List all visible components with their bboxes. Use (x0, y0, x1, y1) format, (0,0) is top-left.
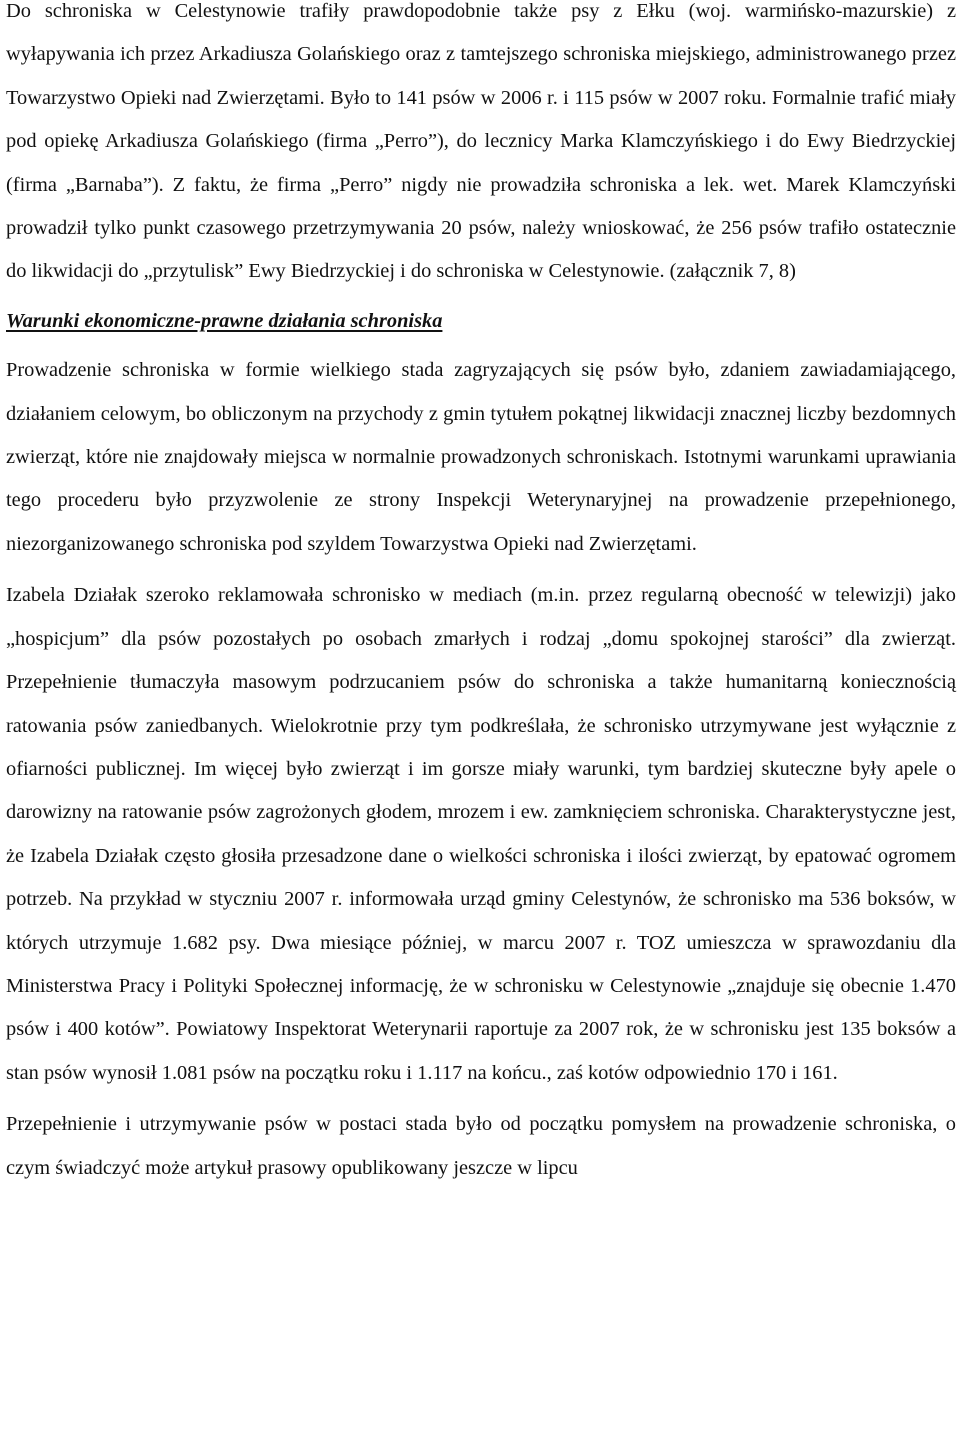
paragraph-economic-conditions: Prowadzenie schroniska w formie wielkiego stada zagryzających się psów było, zdaniem zawiadamiającego, działaniem celowym, bo obliczonym na przychody z gmin tytułem pokątnej likwidacji znacznej liczby bezdomnych zwierząt, które nie znajdowały miejsca w normalnie prowadzonych schroniskach. Istotnymi warunkami uprawiania tego procederu było przyzwolenie ze strony Inspekcji Weterynaryjnej na prowadzenie przepełnionego, niezorganizowanego schroniska pod szyldem Towarzystwa Opieki nad Zwierzętami. (6, 359, 956, 555)
paragraph-overcrowding: Przepełnienie i utrzymywanie psów w postaci stada było od początku pomysłem na prowadzenie schroniska, o czym świadczyć może artykuł prasowy opublikowany jeszcze w lipcu (6, 1113, 956, 1179)
paragraph-dogs-from-elk: Do schroniska w Celestynowie trafiły prawdopodobnie także psy z Ełku (woj. warmińsko-mazurskie) z wyłapywania ich przez Arkadiusza Golańskiego oraz z tamtejszego schroniska miejskiego, administrowanego przez Towarzystwo Opieki nad Zwierzętami. Było to 141 psów w 2006 r. i 115 psów w 2007 roku. Formalnie trafić miały pod opiekę Arkadiusza Golańskiego (firma „Perro”), do lecznicy Marka Klamczyńskiego i do Ewy Biedrzyckiej (firma „Barnaba”). Z faktu, że firma „Perro” nigdy nie prowadziła schroniska a lek. wet. Marek Klamczyński prowadził tylko punkt czasowego przetrzymywania 20 psów, należy wnioskować, że 256 psów trafiło ostatecznie do likwidacji do „przytulisk” Ewy Biedrzyckiej i do schroniska w Celestynowie. (załącznik 7, 8) (6, 0, 956, 283)
paragraph-media-advertising: Izabela Działak szeroko reklamowała schronisko w mediach (m.in. przez regularną obecność w telewizji) jako „hospicjum” dla psów pozostałych po osobach zmarłych i rodzaj „domu spokojnej starości” dla zwierząt. Przepełnienie tłumaczyła masowym podrzucaniem psów do schroniska a także humanitarną koniecznością ratowania psów zaniedbanych. Wielokrotnie przy tym podkreślała, że schronisko utrzymywane jest wyłącznie z ofiarności publicznej. Im więcej było zwierząt i im gorsze miały warunki, tym bardziej skuteczne były apele o darowizny na ratowanie psów zagrożonych głodem, mrozem i ew. zamknięciem schroniska. Charakterystyczne jest, że Izabela Działak często głosiła przesadzone dane o wielkości schroniska i ilości zwierząt, by epatować ogromem potrzeb. Na przykład w styczniu 2007 r. informowała urząd gminy Celestynów, że schronisko ma 536 boksów, w których utrzymuje 1.682 psy. Dwa miesiące później, w marcu 2007 r. TOZ umieszcza w sprawozdaniu dla Ministerstwa Pracy i Polityki Społecznej informację, że w schronisku w Celestynowie „znajduje się obecnie 1.470 psów i 400 kotów”. Powiatowy Inspektorat Weterynarii raportuje za 2007 rok, że w schronisku jest 135 boksów a stan psów wynosił 1.081 psów na początku roku i 1.117 na końcu., zaś kotów odpowiednio 170 i 161. (6, 584, 956, 1084)
section-heading: Warunki ekonomiczne-prawne działania schroniska (6, 309, 443, 332)
